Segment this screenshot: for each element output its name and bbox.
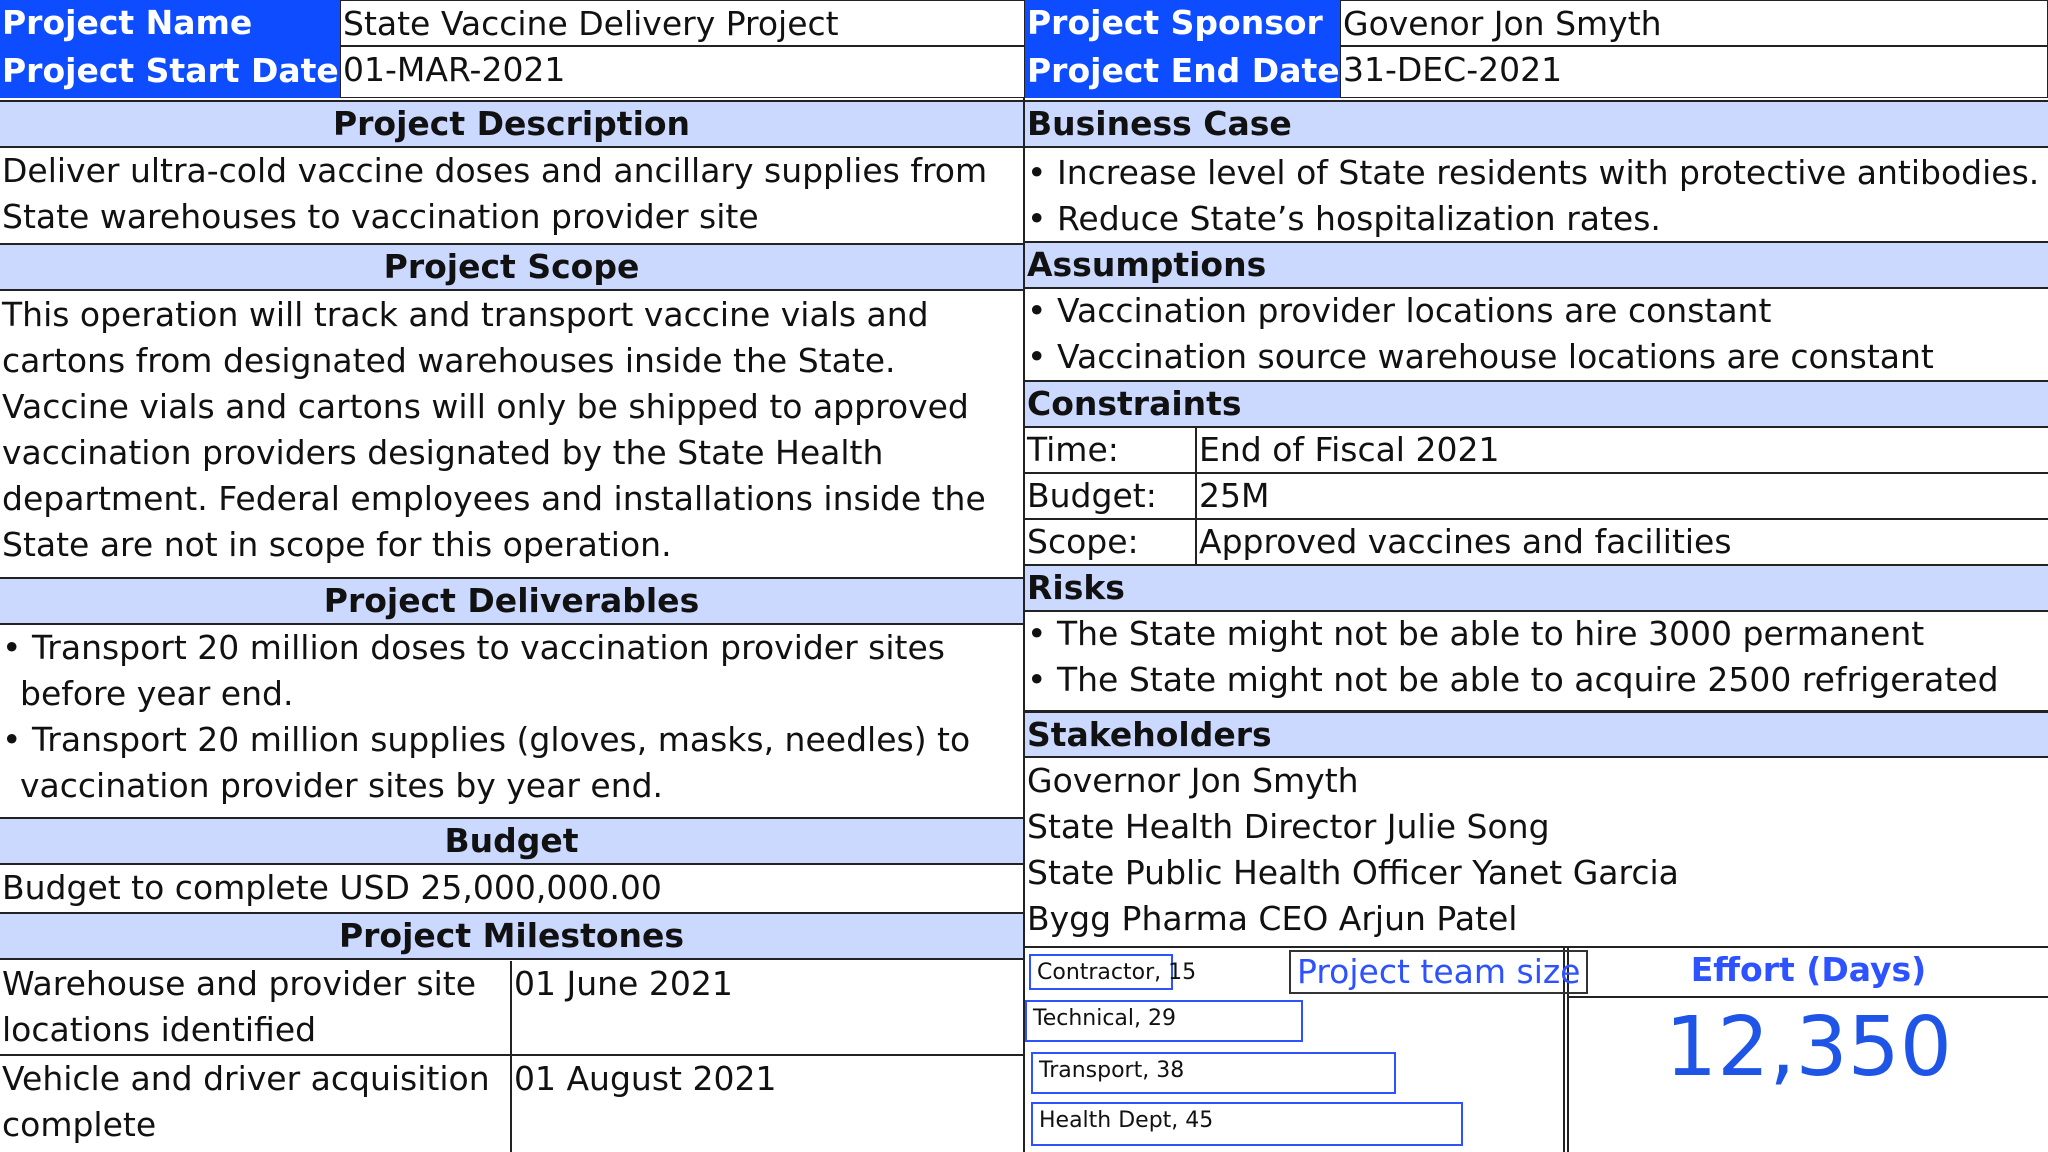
business-case-item: • Increase level of State residents with protective antibodies. xyxy=(1027,153,2040,192)
team-size-bar-label: Transport, 38 xyxy=(1039,1058,1185,1083)
team-size-chart-title: Project team size xyxy=(1289,950,1588,994)
stakeholder-item: State Public Health Officer Yanet Garcia xyxy=(1027,853,1679,892)
project-scope-heading: Project Scope xyxy=(0,243,1023,291)
project-scope-text: This operation will track and transport vaccine vials and cartons from designated warehouses inside the State. Vaccine vials and cartons will only be shipped to approved vaccination providers designated by the State Health department. Federal employees and installations inside the State are not in scope for this operation. xyxy=(2,295,986,564)
risk-item: • The State might not be able to hire 3000 permanent xyxy=(1027,614,1925,653)
team-size-bar xyxy=(1025,1000,1303,1042)
effort-value: 12,350 xyxy=(1665,1000,1952,1095)
project-start-date-label: Project Start Date xyxy=(0,46,340,98)
team-size-bar xyxy=(1031,1102,1463,1146)
project-name-value: State Vaccine Delivery Project xyxy=(340,0,1025,46)
team-size-bar-label: Technical, 29 xyxy=(1033,1006,1176,1031)
assumption-item: • Vaccination provider locations are constant xyxy=(1027,291,1772,330)
team-size-bar xyxy=(1029,954,1197,990)
team-size-bar-label: Contractor, 15 xyxy=(1037,960,1197,985)
deliverable-item: • Transport 20 million supplies (gloves, masks, needles) to vaccination provider sites by year end. xyxy=(2,720,971,805)
assumption-item: • Vaccination source warehouse locations are constant xyxy=(1027,337,1934,376)
stakeholders-heading: Stakeholders xyxy=(1025,710,2048,758)
stakeholder-item: Bygg Pharma CEO Arjun Patel xyxy=(1027,899,1518,938)
team-size-bar-label: Health Dept, 45 xyxy=(1039,1108,1214,1133)
business-case-heading: Business Case xyxy=(1025,100,2048,148)
project-start-date-value: 01-MAR-2021 xyxy=(340,46,1025,98)
constraint-label: Scope: xyxy=(1027,522,1139,561)
constraint-label: Budget: xyxy=(1027,476,1157,515)
constraints-heading: Constraints xyxy=(1025,380,2048,428)
milestone-column-divider xyxy=(510,961,512,1152)
project-sponsor-label: Project Sponsor xyxy=(1025,0,1340,46)
business-case-item: • Reduce State’s hospitalization rates. xyxy=(1027,199,1661,238)
milestone-name: Warehouse and provider site locations identified xyxy=(2,964,477,1049)
effort-title: Effort (Days) xyxy=(1690,950,1927,989)
milestone-name: Vehicle and driver acquisition complete xyxy=(2,1059,490,1144)
milestone-date: 01 June 2021 xyxy=(514,964,733,1003)
project-end-date-label: Project End Date xyxy=(1025,46,1340,98)
constraint-column-divider xyxy=(1195,427,1197,565)
team-size-chart xyxy=(1025,948,1581,1152)
constraint-value: 25M xyxy=(1199,476,1270,515)
effort-title-rule xyxy=(1569,996,2048,998)
project-sponsor-value: Govenor Jon Smyth xyxy=(1340,0,2048,46)
risks-heading: Risks xyxy=(1025,564,2048,612)
stakeholder-item: Governor Jon Smyth xyxy=(1027,761,1359,800)
project-end-date-value: 31-DEC-2021 xyxy=(1340,46,2048,98)
project-name-label: Project Name xyxy=(0,0,340,46)
project-description-text: Deliver ultra-cold vaccine doses and ancillary supplies from State warehouses to vaccination provider site xyxy=(2,151,988,236)
budget-text: Budget to complete USD 25,000,000.00 xyxy=(2,868,662,907)
project-description-heading: Project Description xyxy=(0,100,1023,148)
risk-item: • The State might not be able to acquire 2500 refrigerated xyxy=(1027,660,1999,699)
assumptions-heading: Assumptions xyxy=(1025,241,2048,289)
milestone-date: 01 August 2021 xyxy=(514,1059,777,1098)
project-deliverables-heading: Project Deliverables xyxy=(0,577,1023,625)
constraint-value: End of Fiscal 2021 xyxy=(1199,430,1500,469)
project-milestones-heading: Project Milestones xyxy=(0,912,1023,960)
deliverable-item: • Transport 20 million doses to vaccination provider sites before year end. xyxy=(2,628,945,713)
team-size-bar xyxy=(1031,1052,1396,1094)
constraint-label: Time: xyxy=(1027,430,1119,469)
budget-heading: Budget xyxy=(0,817,1023,865)
stakeholder-item: State Health Director Julie Song xyxy=(1027,807,1550,846)
constraint-value: Approved vaccines and facilities xyxy=(1199,522,1732,561)
